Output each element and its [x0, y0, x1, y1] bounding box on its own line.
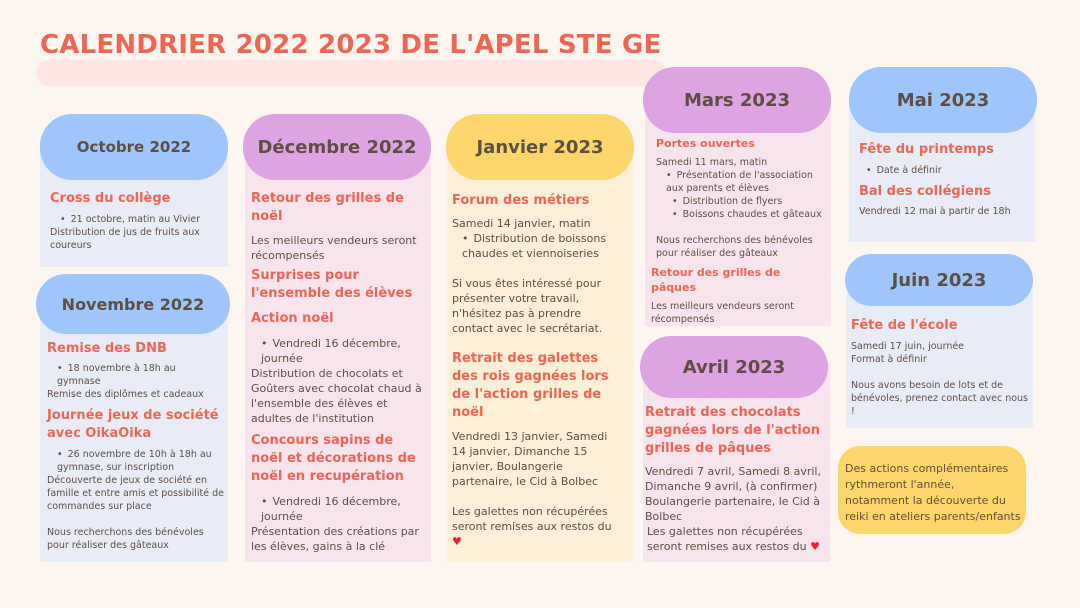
event-line: Format à définir — [851, 354, 927, 365]
month-janvier: Janvier 2023 — [446, 114, 634, 180]
event-line: • 26 novembre de 10h à 18h au gymnase, sur inscription — [47, 448, 225, 474]
title-underline — [36, 60, 666, 86]
event-title: Retrait des galettes des rois gagnées lors de l'action grilles de noël — [452, 351, 609, 420]
event-title: Retour des grilles de pâques — [651, 266, 781, 294]
event-line: Nous avons besoin de lots et de bénévoles, prenez contact avec nous ! — [851, 380, 1028, 417]
month-novembre: Novembre 2022 — [36, 274, 230, 334]
heart-icon: ♥ — [810, 540, 820, 553]
event-title: Action noël — [251, 311, 334, 326]
event-title: Fête de l'école — [851, 318, 958, 333]
event-title: Cross du collège — [50, 191, 171, 206]
event-line: Les meilleurs vendeurs seront récompensés — [651, 301, 795, 325]
event-line: • 21 octobre, matin au Vivier — [50, 213, 222, 226]
decembre-content — [251, 190, 423, 554]
event-line: • Vendredi 16 décembre, journée — [251, 494, 423, 524]
mars-content — [651, 136, 826, 326]
event-line: • Boissons chaudes et gâteaux — [656, 208, 826, 221]
event-line: Découverte de jeux de société en famille et entre amis et possibilité de commandes sur place — [47, 475, 225, 512]
heart-icon: ♥ — [452, 535, 462, 548]
event-title: Journée jeux de société avec OikaOika — [47, 408, 219, 441]
janvier-content — [452, 192, 624, 549]
event-title: Bal des collégiens — [859, 184, 991, 199]
event-title: Surprises pour l'ensemble des élèves — [251, 268, 413, 301]
octobre-content — [50, 190, 222, 252]
mai-content — [859, 141, 1031, 218]
event-line: • Distribution de boissons chaudes et viennoiseries — [452, 231, 624, 261]
event-line: Vendredi 13 janvier, Samedi 14 janvier, Dimanche 15 janvier, Boulangerie partenaire, le Cid à Bolbec — [452, 430, 608, 488]
month-mai: Mai 2023 — [849, 67, 1037, 133]
page-title: CALENDRIER 2022 2023 DE L'APEL STE GE — [40, 30, 662, 60]
event-line: Distribution de jus de fruits aux coureurs — [50, 227, 200, 251]
event-line: Les meilleurs vendeurs seront récompensés — [251, 234, 417, 262]
event-line: Samedi 17 juin, journée — [851, 341, 965, 352]
month-juin: Juin 2023 — [845, 254, 1033, 306]
event-line: Les galettes non récupérées seront remises aux restos du ♥ — [452, 505, 612, 548]
event-line: Remise des diplômes et cadeaux — [47, 389, 204, 400]
event-line: Distribution de chocolats et Goûters avec chocolat chaud à l'ensemble des élèves et adultes de l'institution — [251, 367, 422, 425]
event-title: Retrait des chocolats gagnées lors de l'action grilles de pâques — [645, 405, 821, 456]
event-line: Vendredi 12 mai à partir de 18h — [859, 206, 1011, 217]
month-mars: Mars 2023 — [643, 67, 831, 133]
event-line: • Présentation de l'association aux parents et élèves — [656, 169, 826, 195]
event-title: Remise des DNB — [47, 341, 167, 356]
juin-content — [851, 317, 1029, 418]
event-line: • Vendredi 16 décembre, journée — [251, 336, 423, 366]
note-text: Des actions complémentaires rythmeront l'année, notamment la découverte du reiki en ateliers parents/enfants — [845, 462, 1021, 523]
event-line: Samedi 14 janvier, matin — [452, 217, 591, 230]
month-decembre: Décembre 2022 — [243, 114, 431, 180]
event-title: Fête du printemps — [859, 142, 994, 157]
event-line: Vendredi 7 avril, Samedi 8 avril, Dimanche 9 avril, (à confirmer) Boulangerie partenaire, le Cid à Bolbec — [645, 465, 821, 523]
event-line: Nous recherchons des bénévoles pour réaliser des gâteaux — [47, 527, 204, 551]
month-avril: Avril 2023 — [640, 336, 828, 398]
novembre-content — [47, 340, 225, 552]
event-line: Nous recherchons des bénévoles pour réaliser des gâteaux — [656, 235, 813, 259]
event-title: Concours sapins de noël et décorations de noël en recupération — [251, 433, 416, 484]
avril-content — [645, 404, 827, 554]
event-line: Samedi 11 mars, matin — [656, 157, 768, 168]
event-line: Présentation des créations par les élèves, gains à la clé — [251, 525, 419, 553]
event-line: • 18 novembre à 18h au gymnase — [47, 362, 225, 388]
event-line: Si vous êtes intéressé pour présenter votre travail, n'hésitez pas à prendre contact avec le secrétariat. — [452, 277, 603, 335]
event-title: Forum des métiers — [452, 193, 590, 208]
event-title: Retour des grilles de noël — [251, 191, 404, 224]
event-line: • Date à définir — [859, 164, 1031, 177]
event-line: Les galettes non récupérées seront remises aux restos du ♥ — [647, 525, 820, 553]
month-octobre: Octobre 2022 — [40, 114, 228, 180]
event-line: • Distribution de flyers — [656, 195, 826, 208]
event-title: Portes ouvertes — [656, 137, 755, 150]
